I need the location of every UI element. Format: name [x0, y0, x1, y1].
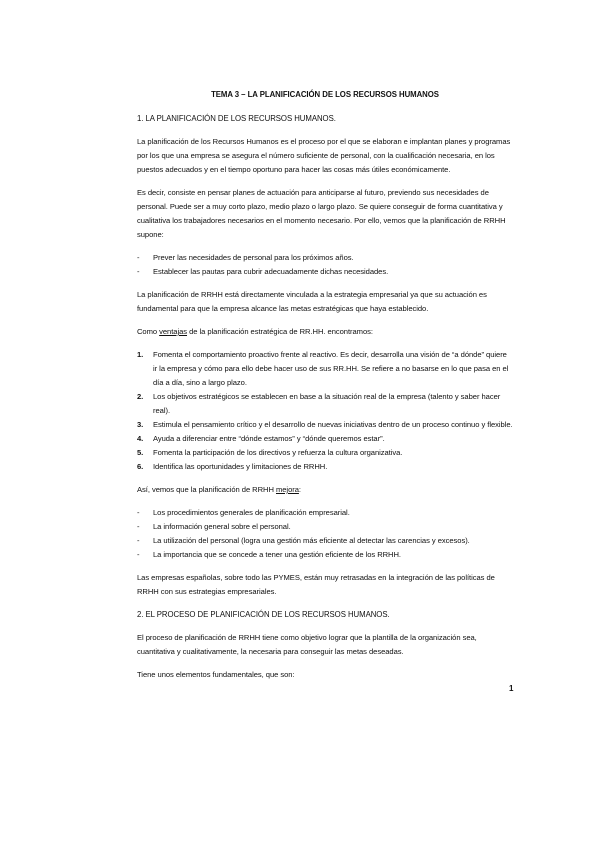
list-item-text: Ayuda a diferenciar entre “dónde estamos” y “dónde queremos estar”.: [153, 434, 385, 443]
section-2-paragraph-1: El proceso de planificación de RRHH tiene como objetivo lograr que la plantilla de la organización sea, cuantitativa y cualitativamente, la necesaria para conseguir las metas deseadas.: [137, 633, 477, 656]
list-item: [137, 548, 513, 562]
list-item-text: Prever las necesidades de personal para los próximos años.: [153, 253, 354, 262]
list-item-text: Estimula el pensamiento crítico y el desarrollo de nuevas iniciativas dentro de un proceso continuo y flexible.: [153, 420, 513, 429]
list-item: [137, 534, 513, 548]
list-item: [137, 506, 513, 520]
advantages-list: [137, 348, 513, 474]
bullet-marker: -: [137, 550, 140, 559]
list-item-text: Los procedimientos generales de planificación empresarial.: [153, 508, 350, 517]
bullet-marker: -: [137, 536, 140, 545]
list-item-text: La importancia que se concede a tener una gestión eficiente de los RRHH.: [153, 550, 401, 559]
section-1-heading: 1. LA PLANIFICACIÓN DE LOS RECURSOS HUMANOS.: [137, 114, 336, 123]
paragraph-text: de la planificación estratégica de RR.HH. encontramos:: [187, 327, 373, 336]
bullet-list-1: [137, 251, 513, 279]
list-number: 2.: [137, 392, 144, 401]
section-1-paragraph-2: Es decir, consiste en pensar planes de actuación para anticiparse al futuro, previendo sus necesidades de personal. Puede ser a muy corto plazo, medio plazo o largo plazo. Se quiere conseguir de forma cuantitativa y cualitativa los trabajadores necesarios en el momento necesario. Por ello, vemos que la planificación de RRHH supone:: [137, 188, 506, 239]
list-number: 6.: [137, 462, 144, 471]
page-number: 1: [509, 684, 514, 693]
list-item-text: Los objetivos estratégicos se establecen en base a la situación real de la empresa (talento y saber hacer real).: [153, 392, 501, 415]
section-2-heading: 2. EL PROCESO DE PLANIFICACIÓN DE LOS RECURSOS HUMANOS.: [137, 610, 390, 619]
section-1-paragraph-4: [137, 325, 513, 339]
list-item: [137, 348, 513, 390]
section-1-paragraph-3: La planificación de RRHH está directamente vinculada a la estrategia empresarial ya que su actuación es fundamental para que la empresa alcance las metas estratégicas que haya establecido.: [137, 290, 487, 313]
list-number: 1.: [137, 350, 144, 359]
bullet-marker: -: [137, 267, 140, 276]
underlined-word: ventajas: [159, 327, 188, 336]
list-item: [137, 460, 513, 474]
bullet-marker: -: [137, 522, 140, 531]
document-title: TEMA 3 – LA PLANIFICACIÓN DE LOS RECURSOS HUMANOS: [211, 90, 439, 99]
list-number: 4.: [137, 434, 144, 443]
list-item-text: Fomenta el comportamiento proactivo frente al reactivo. Es decir, desarrolla una visión de “a dónde” quiere ir la empresa y cómo para ello debe hacer uso de sus RR.HH. Se refiere a no basarse en lo que pasa en el día a día, sino a largo plazo.: [153, 350, 509, 387]
bullet-marker: -: [137, 508, 140, 517]
list-item: [137, 446, 513, 460]
underlined-word: mejora: [275, 485, 299, 494]
list-number: 5.: [137, 448, 144, 457]
section-2-paragraph-2: Tiene unos elementos fundamentales, que son:: [137, 670, 295, 679]
bullet-marker: -: [137, 253, 140, 262]
list-item-text: Fomenta la participación de los directivos y refuerza la cultura organizativa.: [153, 448, 403, 457]
list-item: [137, 265, 513, 279]
section-1-paragraph-6: Las empresas españolas, sobre todo las PYMES, están muy retrasadas en la integración de las políticas de RRHH con sus estrategias empresariales.: [137, 573, 495, 596]
page-content: [137, 88, 513, 691]
list-item-text: Identifica las oportunidades y limitaciones de RRHH.: [153, 462, 328, 471]
list-item-text: La utilización del personal (logra una gestión más eficiente al detectar las carencias y excesos).: [153, 536, 470, 545]
section-1-paragraph-5: [137, 483, 513, 497]
list-number: 3.: [137, 420, 144, 429]
paragraph-text: Como: [137, 327, 160, 336]
section-1-paragraph-1: La planificación de los Recursos Humanos es el proceso por el que se elaboran e implantan planes y programas por los que una empresa se asegura el número suficiente de personal, con la cualificación necesaria, en los puestos adecuados y en el tiempo oportuno para hacer las cosas más útiles económicamente.: [137, 137, 511, 174]
list-item: [137, 390, 513, 418]
paragraph-text: :: [298, 485, 301, 494]
bullet-list-2: [137, 506, 513, 562]
list-item: [137, 251, 513, 265]
list-item: [137, 418, 513, 432]
list-item-text: Establecer las pautas para cubrir adecuadamente dichas necesidades.: [153, 267, 389, 276]
list-item: [137, 520, 513, 534]
paragraph-text: Así, vemos que la planificación de RRHH: [137, 485, 276, 494]
list-item-text: La información general sobre el personal.: [153, 522, 291, 531]
list-item: [137, 432, 513, 446]
